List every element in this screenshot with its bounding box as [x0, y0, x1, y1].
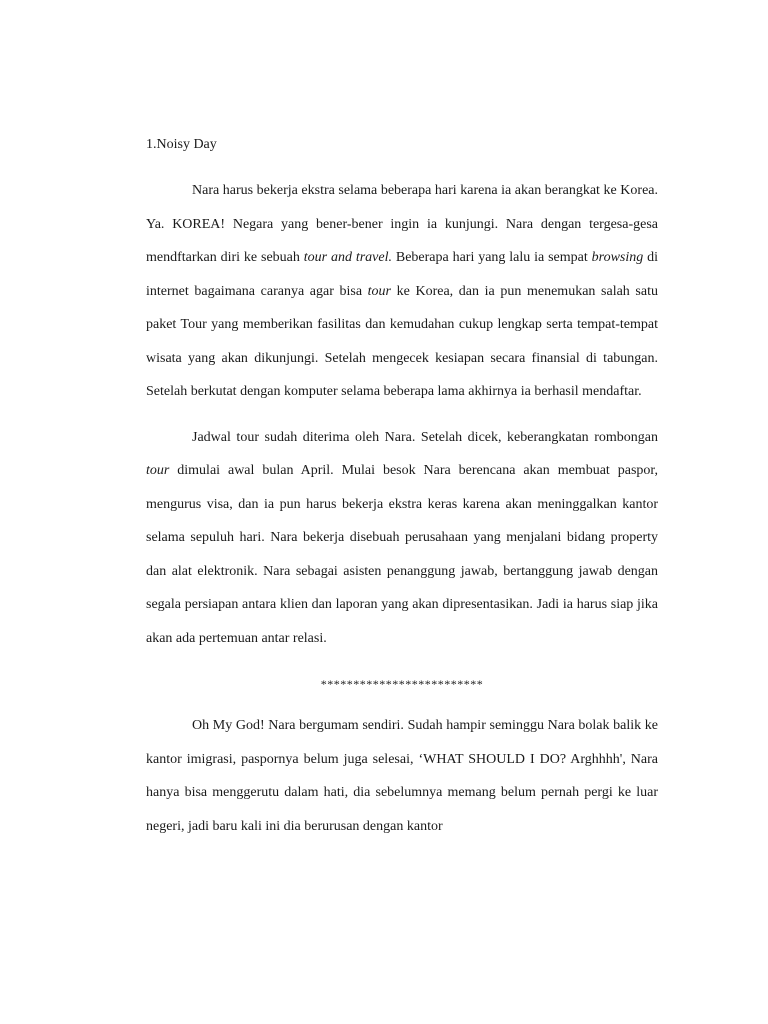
paragraph-1-italic-segment: tour [367, 283, 392, 299]
paragraph-3 [146, 709, 658, 843]
paragraph-1 [146, 174, 658, 409]
paragraph-2-italic-segment: tour [146, 463, 170, 478]
paragraph-1-segment: ke Korea, dan ia pun menemukan salah satu paket Tour yang memberikan fasilitas dan kemudahan cukup lengkap serta tempat-tempat wisata yang akan dikunjungi. Setelah mengecek kesiapan secara finansial di tabungan. Setelah berkutat dengan komputer selama beberapa lama akhirnya ia berhasil mendaftar. [146, 283, 658, 399]
paragraph-1-segment: Beberapa hari yang lalu ia sempat [391, 250, 592, 265]
chapter-title: 1.Noisy Day [146, 137, 217, 152]
paragraph-1-segment: Nara harus bekerja ekstra selama beberapa hari karena ia akan berangkat ke Korea. Ya. KOREA! Negara yang bener-bener ingin ia kunjungi. Nara dengan tergesa-gesa mendftarkan diri ke sebuah [146, 183, 658, 265]
paragraph-1-italic-segment: browsing [591, 250, 644, 265]
paragraph-2-segment: dimulai awal bulan April. Mulai besok Nara berencana akan membuat paspor, mengurus visa, dan ia pun harus bekerja ekstra keras karena akan meninggalkan kantor selama sepuluh hari. Nara bekerja disebuah perusahaan yang menjalani bidang property dan alat elektronik. Nara sebagai asisten penanggung jawab, bertanggung jawab dengan segala persiapan antara klien dan laporan yang akan dipresentasikan. Jadi ia harus siap jika akan ada pertemuan antar relasi. [146, 463, 658, 646]
paragraph-3-segment: Oh My God! Nara bergumam sendiri. Sudah hampir seminggu Nara bolak balik ke kantor imigrasi, paspornya belum juga selesai, ‘WHAT SHOULD I DO? Arghhhh', Nara hanya bisa menggerutu dalam hati, dia sebelumnya memang belum pernah pergi ke luar negeri, jadi baru kali ini dia berurusan dengan kantor [146, 718, 658, 834]
paragraph-1-italic-segment: tour and travel. [303, 250, 392, 265]
paragraph-2-segment: Jadwal tour sudah diterima oleh Nara. Setelah dicek, keberangkatan rombongan [192, 429, 658, 445]
document-body [146, 128, 658, 855]
paragraph-1-segment: di internet bagaimana caranya agar bisa [146, 250, 659, 299]
section-divider: ************************* [320, 677, 484, 691]
paragraph-2 [146, 421, 658, 656]
